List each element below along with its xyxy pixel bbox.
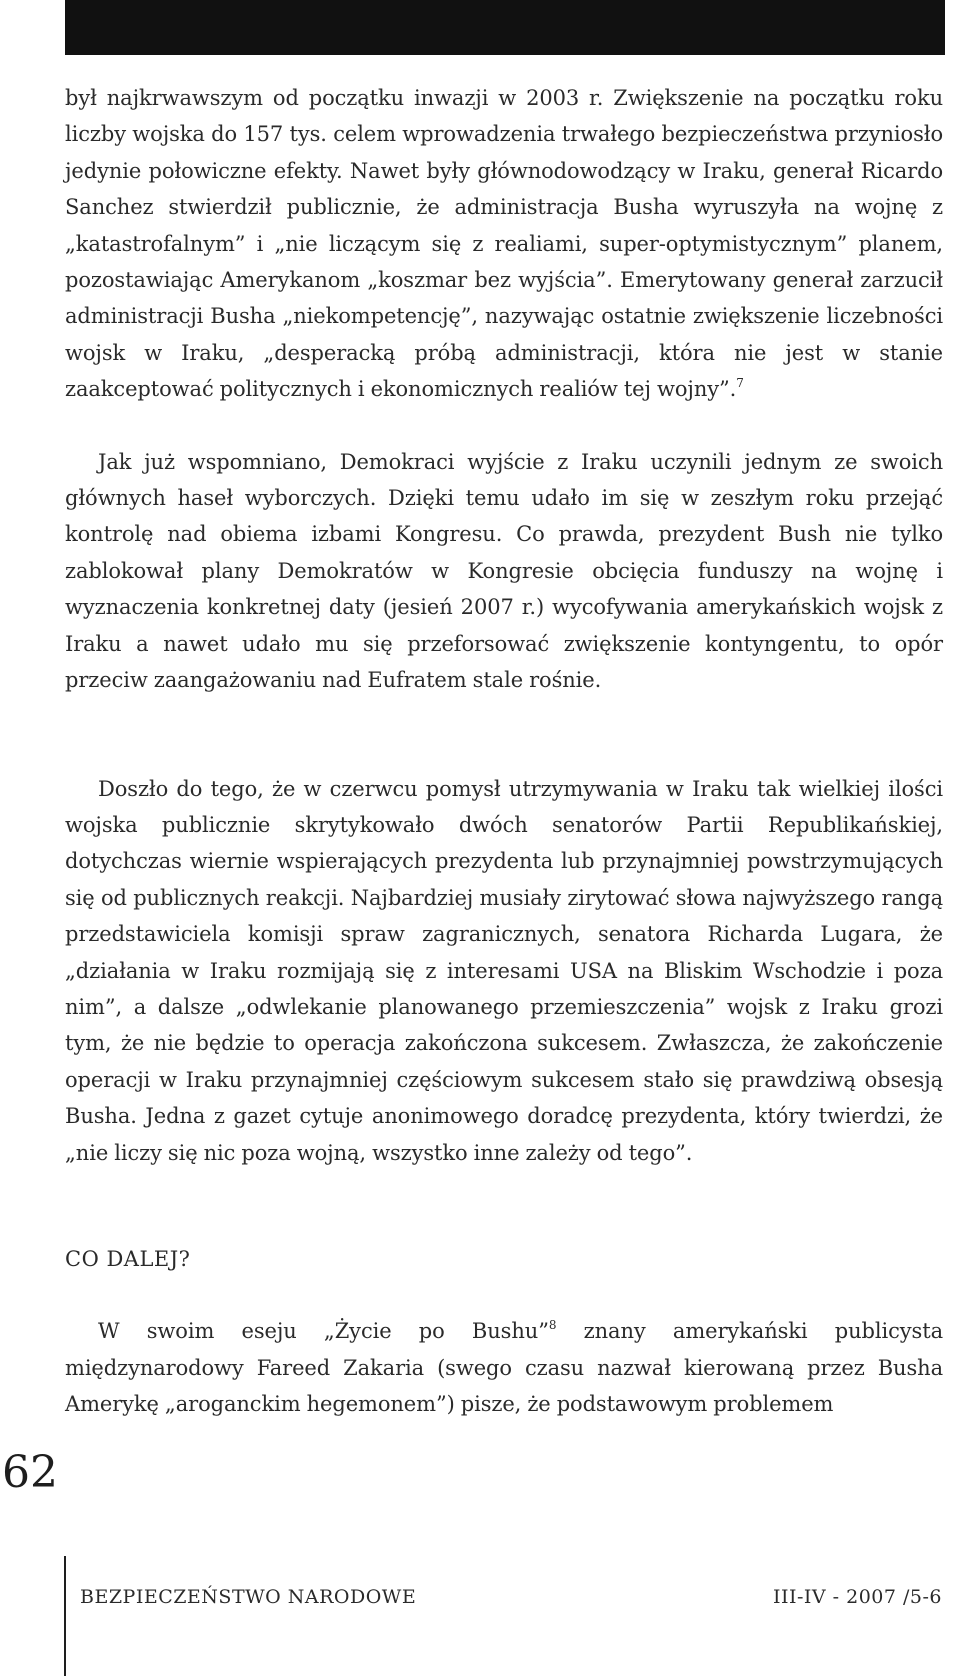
page-number: 62 [2, 1447, 58, 1498]
paragraph-1-text: był najkrwawszym od początku inwazji w 2003 r. Zwiększenie na początku roku liczby wojska do 157 tys. celem wprowadzenia trwałego bezpieczeństwa przyniosło jedynie połowiczne efekty. Nawet były głównodowodzący w Iraku, generał Ricardo Sanchez stwierdził publicznie, że administracja Busha wyruszyła na wojnę z „katastrofalnym” i „nie liczącym się z realiami, super-optymistycznym” planem, pozostawiając Amerykanom „koszmar bez wyjścia”. Emerytowany generał zarzucił administracji Busha „niekompetencję”, nazywając ostatnie zwiększenie liczebności wojsk w Iraku, „desperacką próbą administracji, która nie jest w stanie zaakceptować politycznych i ekonomicznych realiów tej wojny”. [65, 86, 943, 402]
footer-issue: III-IV - 2007 /5-6 [772, 1586, 942, 1608]
paragraph-4 [65, 1313, 943, 1422]
footnote-ref-8[interactable]: 8 [548, 1318, 557, 1333]
paragraph-4-lead: W swoim eseju „Życie po Bushu” [98, 1319, 549, 1344]
footer-divider [64, 1556, 66, 1676]
footnote-ref-7[interactable]: 7 [736, 376, 744, 391]
footer-journal-title: BEZPIECZEŃSTWO NARODOWE [80, 1586, 417, 1608]
paragraph-3: Doszło do tego, że w czerwcu pomysł utrzymywania w Iraku tak wielkiej ilości wojska publicznie skrytykowało dwóch senatorów Partii Republikańskiej, dotychczas wiernie wspierających prezydenta lub przynajmniej powstrzymujących się od publicznych reakcji. Najbardziej musiały zirytować słowa najwyższego rangą przedstawiciela komisji spraw zagranicznych, senatora Richarda Lugara, że „działania w Iraku rozmijają się z interesami USA na Bliskim Wschodzie i poza nim”, a dalsze „odwlekanie planowanego przemieszczenia” wojsk z Iraku grozi tym, że nie będzie to operacja zakończona sukcesem. Zwłaszcza, że zakończenie operacji w Iraku przynajmniej częściowym sukcesem stało się prawdziwą obsesją Busha. Jedna z gazet cytuje anonimowego doradcę prezydenta, który twierdzi, że „nie liczy się nic poza wojną, wszystko inne zależy od tego”. [65, 776, 943, 1165]
paragraph-2: Jak już wspomniano, Demokraci wyjście z Iraku uczynili jednym ze swoich głównych haseł wyborczych. Dzięki temu udało im się w zeszłym roku przejąć kontrolę nad obiema izbami Kongresu. Co prawda, prezydent Bush nie tylko zablokował plany Demokratów w Kongresie obcięcia funduszy na wojnę i wyznaczenia konkretnej daty (jesień 2007 r.) wycofywania amerykańskich wojsk z Iraku a nawet udało mu się przeforsować zwiększenie kontyngentu, to opór przeciw zaangażowaniu nad Eufratem stale rośnie. [65, 449, 943, 693]
header-bar [65, 0, 945, 55]
paragraph-1 [65, 80, 943, 408]
section-heading: CO DALEJ? [65, 1246, 191, 1271]
paragraph-4-rest: znany amerykański publicysta międzynarodowy Fareed Zakaria (swego czasu nazwał kierowaną przez Busha Amerykę „aroganckim hegemonem”) pisze, że podstawowym problemem [65, 1319, 943, 1417]
article-body [65, 80, 943, 1423]
